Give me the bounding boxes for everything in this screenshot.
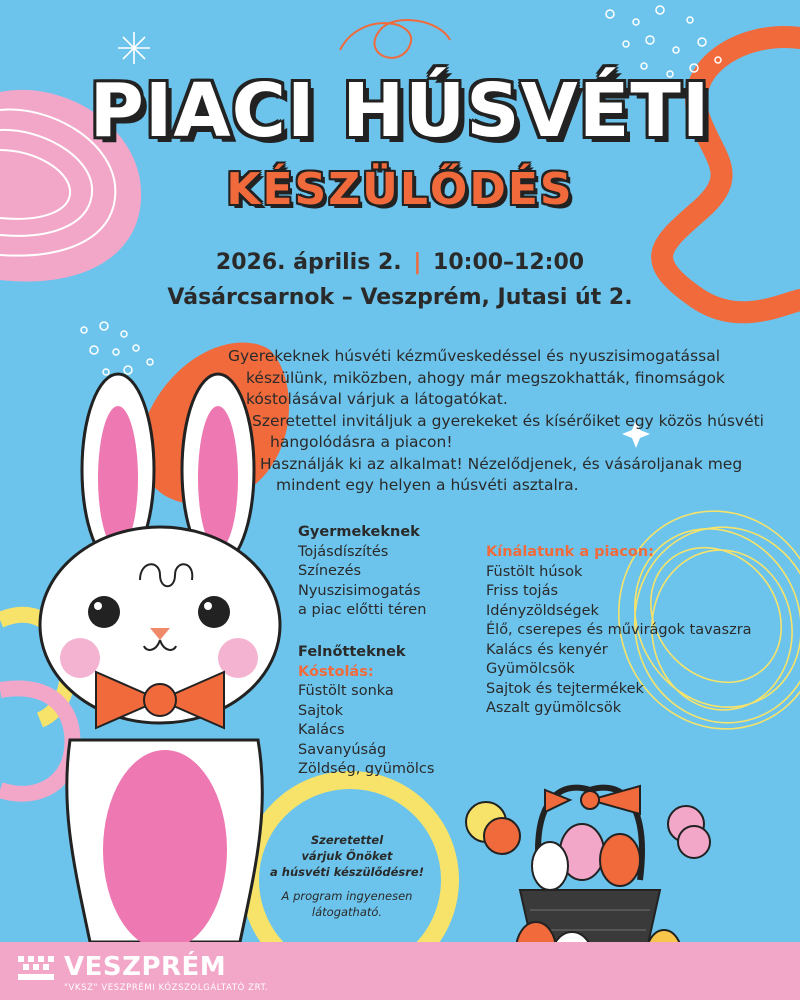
intro-paragraph: Szeretettel invitáljuk a gyerekeket és kísérőiket egy közös húsvéti hangolódásra a piacon! [252,411,764,451]
kids-heading: Gyermekeknek [298,524,420,540]
list-item: a piac előtti téren [298,602,427,618]
list-item: Kalács [298,722,345,738]
list-item: Tojásdíszítés [298,543,389,560]
list-item: Aszalt gyümölcsök [486,700,622,716]
event-time: 10:00–12:00 [433,250,585,275]
invite-line: látogatható. [311,905,383,919]
invite-line: várjuk Önöket [301,849,393,863]
intro-text [228,346,788,497]
dots-pattern [81,322,153,375]
intro-paragraph: Használják ki az alkalmat! Nézelődjenek, és vásároljanak meg mindent egy helyen a húsvéti asztalra. [260,454,743,494]
intro-paragraph: Gyerekeknek húsvéti kézműveskedéssel és nyuszisimogatással készülünk, miközben, ahogy már megszokhatták, finomságok kóstolásával várjuk a látogatókat. [228,347,725,408]
event-date: 2026. április 2. [215,250,402,275]
list-item: Friss tojás [486,583,559,599]
list-item: Füstölt sonka [298,683,394,699]
offer-heading: Kínálatunk a piacon: [486,544,654,560]
invite-line: a húsvéti készülődésre! [270,865,424,879]
invitation-note [262,832,432,920]
logo-subtitle: "VKSZ" VESZPRÉMI KÖZSZOLGÁLTATÓ ZRT. [64,983,269,993]
list-item: Füstölt húsok [486,563,583,580]
list-item: Sajtok [298,702,344,719]
title-line-2: KÉSZÜLŐDÉS [226,164,574,215]
kids-program [298,523,468,621]
event-date-time [0,248,800,278]
list-item: Élő, cserepes és művirágok tavaszra [486,622,752,638]
list-item: Zöldség, gyümölcs [298,761,435,777]
invite-line: Szeretettel [310,833,384,847]
market-offer [486,543,786,719]
adults-heading: Felnőtteknek [298,644,406,660]
logo-name: VESZPRÉM [64,952,227,982]
list-item: Kalács és kenyér [486,641,608,658]
event-venue: Vásárcsarnok – Veszprém, Jutasi út 2. [167,285,633,310]
list-item: Sajtok és tejtermékek [486,680,644,697]
crown-icon [16,952,56,986]
veszprem-logo [16,952,276,993]
adults-program [298,643,468,780]
list-item: Savanyúság [298,741,387,758]
date-separator: | [413,250,422,275]
list-item: Gyümölcsök [486,661,575,677]
list-item: Színezés [298,563,362,579]
scribble-line-shape [340,20,450,58]
list-item: Idényzöldségek [486,602,599,619]
pink-loop-shape [0,688,72,793]
invite-line: A program ingyenesen [281,889,413,903]
list-item: Nyuszisimogatás [298,582,421,599]
adults-subheading: Kóstolás: [298,663,374,680]
sparkle-star-icon [118,32,150,64]
title-line-1: PIACI HÚSVÉTI [89,68,711,154]
